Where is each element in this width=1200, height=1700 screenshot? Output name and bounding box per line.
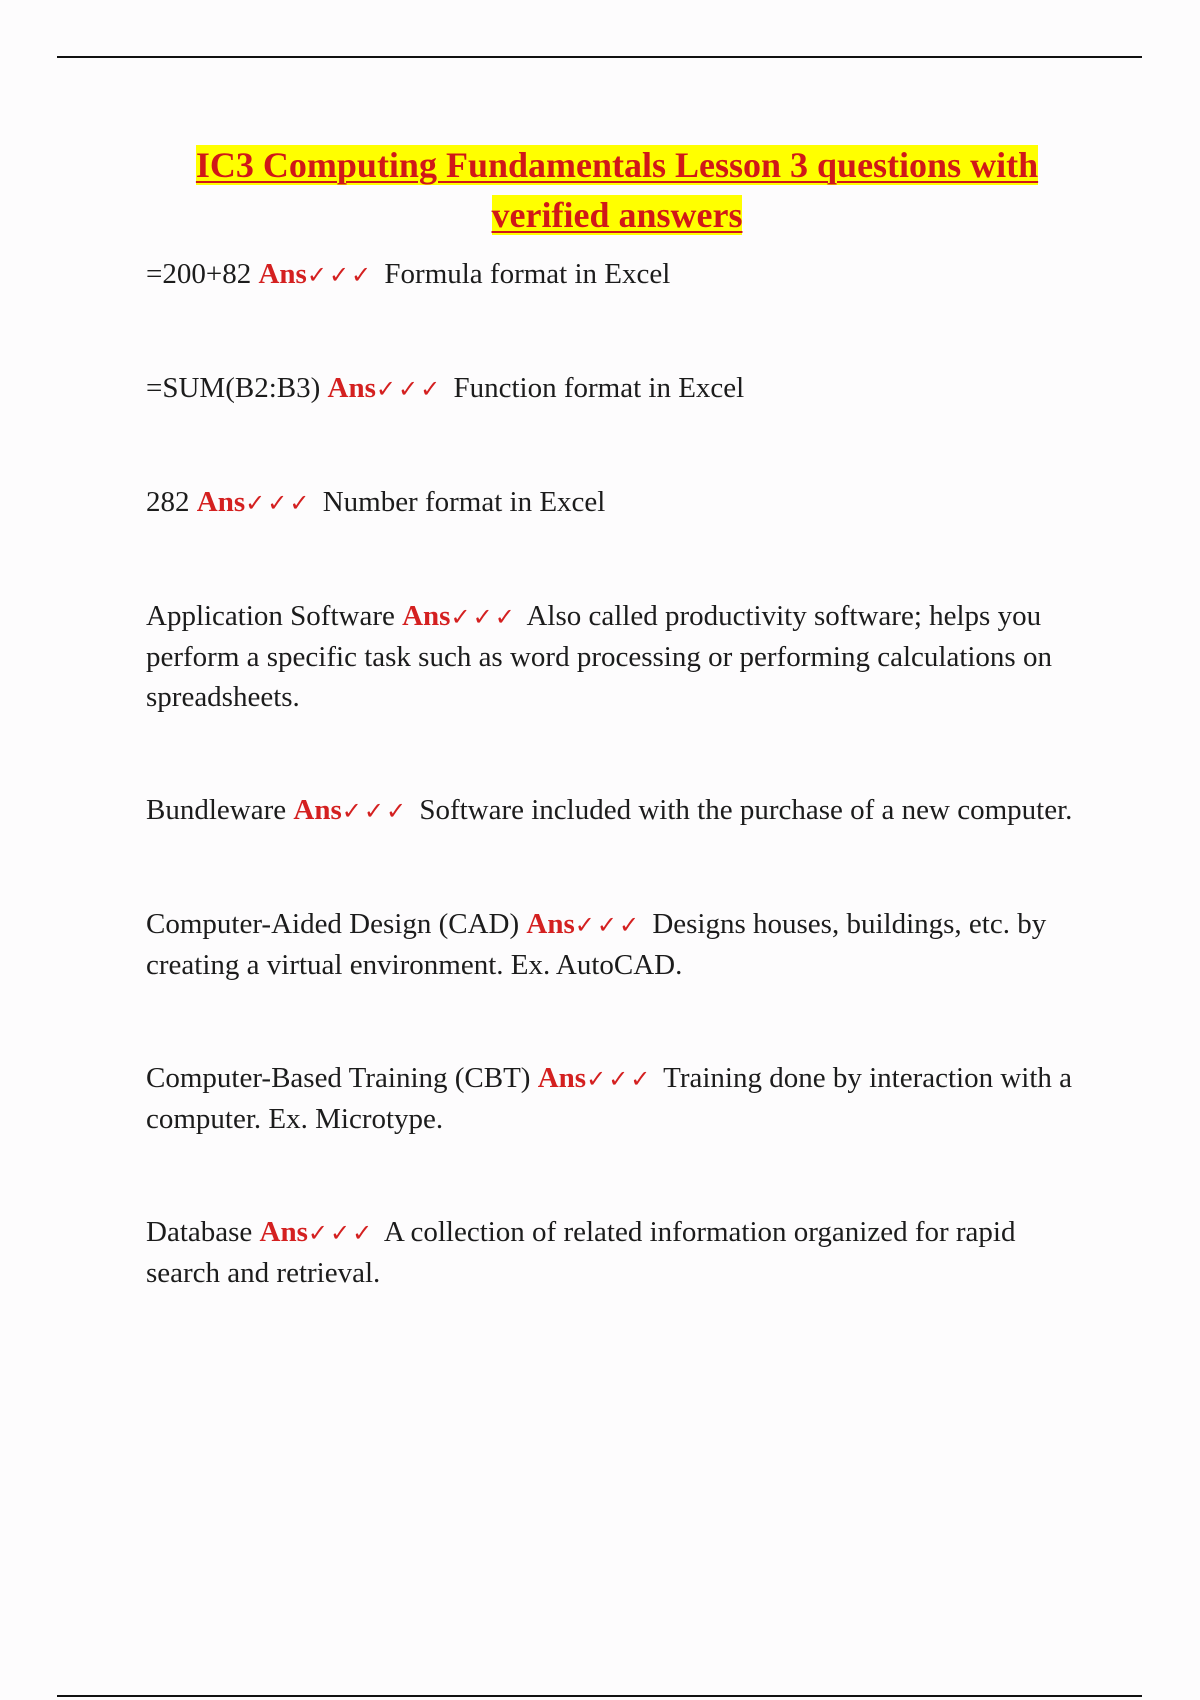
qa-answer: Function format in Excel xyxy=(453,372,745,404)
qa-entry xyxy=(146,368,1088,409)
answer-marker: Ans xyxy=(537,1062,587,1094)
checkmark-icon: ✓✓✓ xyxy=(586,1065,653,1093)
qa-answer: Formula format in Excel xyxy=(384,258,671,290)
answer-marker: Ans xyxy=(258,258,307,290)
checkmark-icon: ✓✓✓ xyxy=(307,1219,375,1247)
qa-term: Computer-Aided Design (CAD) xyxy=(146,908,520,940)
qa-entry xyxy=(146,1058,1088,1139)
answer-marker: Ans xyxy=(293,794,342,826)
qa-term: 282 xyxy=(146,486,190,518)
document-body xyxy=(146,140,1088,1366)
qa-answer: Number format in Excel xyxy=(322,486,606,518)
qa-answer: Software included with the purchase of a new computer. xyxy=(419,794,1073,826)
header-rule xyxy=(57,56,1142,58)
checkmark-icon: ✓✓✓ xyxy=(341,797,409,825)
qa-entry xyxy=(146,596,1088,717)
qa-term: =200+82 xyxy=(146,258,252,290)
qa-answer: Training done by interaction with a computer. Ex. Microtype. xyxy=(146,1062,1073,1135)
qa-entry xyxy=(146,1212,1088,1293)
qa-entry xyxy=(146,254,1088,295)
checkmark-icon: ✓✓✓ xyxy=(245,489,312,517)
footer-rule xyxy=(57,1695,1142,1697)
checkmark-icon: ✓✓✓ xyxy=(375,375,443,403)
qa-term: Database xyxy=(146,1216,253,1248)
qa-answer: Also called productivity software; helps you perform a specific task such as word processing or performing calculations on spreadsheets. xyxy=(146,600,1052,713)
qa-entry xyxy=(146,482,1088,523)
qa-entry xyxy=(146,790,1088,831)
qa-entry xyxy=(146,904,1088,985)
answer-marker: Ans xyxy=(526,908,575,940)
checkmark-icon: ✓✓✓ xyxy=(450,603,517,631)
qa-answer: A collection of related information organized for rapid search and retrieval. xyxy=(146,1216,1016,1289)
checkmark-icon: ✓✓✓ xyxy=(306,261,374,289)
checkmark-icon: ✓✓✓ xyxy=(574,911,642,939)
document-title: IC3 Computing Fundamentals Lesson 3 questions with verified answers xyxy=(195,145,1039,235)
qa-term: Computer-Based Training (CBT) xyxy=(146,1062,531,1094)
qa-term: Bundleware xyxy=(146,794,287,826)
qa-term: =SUM(B2:B3) xyxy=(146,372,321,404)
answer-marker: Ans xyxy=(259,1216,308,1248)
answer-marker: Ans xyxy=(327,372,376,404)
answer-marker: Ans xyxy=(402,600,451,632)
qa-answer: Designs houses, buildings, etc. by creating a virtual environment. Ex. AutoCAD. xyxy=(146,908,1047,981)
answer-marker: Ans xyxy=(196,486,246,518)
qa-term: Application Software xyxy=(146,600,395,632)
